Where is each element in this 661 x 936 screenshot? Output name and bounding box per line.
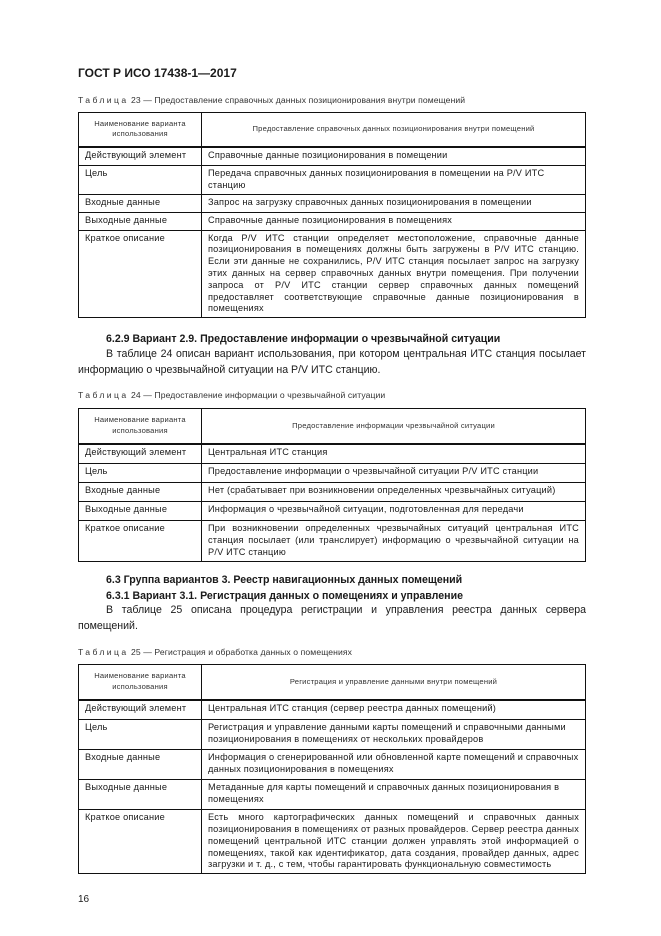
row-label-cell: Краткое описание	[79, 230, 202, 318]
row-value-cell: Справочные данные позиционирования в помещении	[202, 147, 586, 166]
row-label-cell: Входные данные	[79, 750, 202, 780]
row-value-cell: Справочные данные позиционирования в помещениях	[202, 212, 586, 230]
table-row	[79, 194, 586, 212]
row-value-cell: Передача справочных данных позиционирования в помещении на P/V ИТС станцию	[202, 166, 586, 195]
paragraph-text: В таблице 24 описан вариант использования, при котором центральная ИТС станция посылает информацию о чрезвычайной ситуации на P/V ИТС станцию.	[78, 348, 586, 376]
row-value-cell: Нет (срабатывает при возникновении определенных чрезвычайных ситуаций)	[202, 483, 586, 502]
row-label-cell: Действующий элемент	[79, 147, 202, 166]
caption-word: Таблица	[78, 390, 129, 401]
table-header-cell: Предоставление информации чрезвычайной ситуации	[202, 409, 586, 444]
table-row	[79, 230, 586, 318]
table-25	[78, 664, 586, 874]
caption-text: 23 — Предоставление справочных данных позиционирования внутри помещений	[131, 95, 466, 105]
section-6-2-9-heading: 6.2.9 Вариант 2.9. Предоставление информации о чрезвычайной ситуации	[106, 333, 501, 346]
row-label-cell: Входные данные	[79, 194, 202, 212]
row-value-cell: Метаданные для карты помещений и справочных данных позиционирования в помещениях	[202, 780, 586, 810]
row-value-cell: Когда P/V ИТС станции определяет местоположение, справочные данные позиционирования в помещениях должны быть загружены в P/V ИТС станцию. Если эти данные не сохранились, P/V ИТС станция посылает запрос на загрузку этих данных на сервер справочных данных внутри помещения. При получении запроса от P/V ИТС станции сервер справочных данных помещений предоставляет соответствующие справочные данные позиционирования в помещениях	[202, 230, 586, 318]
row-value-cell: Запрос на загрузку справочных данных позиционирования в помещении	[202, 194, 586, 212]
table-header-cell: Наименование варианта использования	[79, 409, 202, 444]
table-23-caption	[78, 95, 586, 106]
table-row	[79, 750, 586, 780]
section-6-3-1-heading: 6.3.1 Вариант 3.1. Регистрация данных о помещениях и управление	[106, 590, 463, 603]
caption-word: Таблица	[78, 95, 129, 105]
row-label-cell: Выходные данные	[79, 212, 202, 230]
row-value-cell: Информация о чрезвычайной ситуации, подготовленная для передачи	[202, 502, 586, 521]
table-row	[79, 212, 586, 230]
row-label-cell: Цель	[79, 720, 202, 750]
table-25-caption	[78, 647, 586, 658]
row-label-cell: Выходные данные	[79, 780, 202, 810]
caption-word: Таблица	[78, 647, 129, 658]
row-value-cell: Центральная ИТС станция	[202, 444, 586, 464]
table-row	[79, 444, 586, 464]
row-value-cell: При возникновении определенных чрезвычайных ситуаций центральная ИТС станция посылает (или транслирует) информацию о чрезвычайной ситуации на P/V ИТС станцию	[202, 521, 586, 562]
page-content	[78, 66, 586, 906]
table-header-cell: Наименование варианта использования	[79, 113, 202, 147]
row-label-cell: Цель	[79, 166, 202, 195]
table-header-cell: Предоставление справочных данных позиционирования внутри помещений	[202, 113, 586, 147]
section-6-3-1-paragraph	[78, 603, 586, 634]
row-value-cell: Центральная ИТС станция (сервер реестра данных помещений)	[202, 700, 586, 720]
row-value-cell: Есть много картографических данных помещений и справочных данных позиционирования в помещениях от разных провайдеров. Сервер реестра данных помещений центральной ИТС станции должен управлять этой информацией о помещениях, такой как идентификатор, дата создания, провайдер данных, адрес загрузки и т. д., с тем, чтобы гарантировать функциональную совместимость	[202, 810, 586, 874]
table-row	[79, 166, 586, 195]
row-label-cell: Выходные данные	[79, 502, 202, 521]
table-24	[78, 408, 586, 562]
row-value-cell: Информация о сгенерированной или обновленной карте помещений и справочных данных позиционирования в помещениях	[202, 750, 586, 780]
table-row	[79, 780, 586, 810]
document-title: ГОСТ Р ИСО 17438-1—2017	[78, 66, 237, 80]
caption-text: 25 — Регистрация и обработка данных о помещениях	[131, 647, 353, 658]
row-label-cell: Действующий элемент	[79, 700, 202, 720]
table-row	[79, 700, 586, 720]
row-label-cell: Входные данные	[79, 483, 202, 502]
row-label-cell: Краткое описание	[79, 521, 202, 562]
table-row	[79, 502, 586, 521]
table-row	[79, 810, 586, 874]
table-23	[78, 112, 586, 318]
table-row	[79, 147, 586, 166]
table-header-cell: Наименование варианта использования	[79, 665, 202, 700]
table-row	[79, 521, 586, 562]
row-label-cell: Действующий элемент	[79, 444, 202, 464]
page-number: 16	[78, 894, 90, 906]
paragraph-text: В таблице 25 описана процедура регистрации и управления реестра данных сервера помещений.	[78, 604, 586, 632]
table-row	[79, 720, 586, 750]
row-value-cell: Предоставление информации о чрезвычайной ситуации P/V ИТС станции	[202, 464, 586, 483]
row-label-cell: Цель	[79, 464, 202, 483]
table-header-cell: Регистрация и управление данными внутри помещений	[202, 665, 586, 700]
section-6-2-9-paragraph	[78, 347, 586, 378]
table-header-row	[79, 113, 586, 147]
row-label-cell: Краткое описание	[79, 810, 202, 874]
table-header-row	[79, 409, 586, 444]
caption-text: 24 — Предоставление информации о чрезвычайной ситуации	[131, 390, 386, 401]
table-row	[79, 464, 586, 483]
row-value-cell: Регистрация и управление данными карты помещений и справочными данными позиционирования в помещениях от нескольких провайдеров	[202, 720, 586, 750]
table-24-caption	[78, 390, 586, 401]
table-header-row	[79, 665, 586, 700]
table-row	[79, 483, 586, 502]
section-6-3-heading: 6.3 Группа вариантов 3. Реестр навигационных данных помещений	[106, 574, 463, 587]
